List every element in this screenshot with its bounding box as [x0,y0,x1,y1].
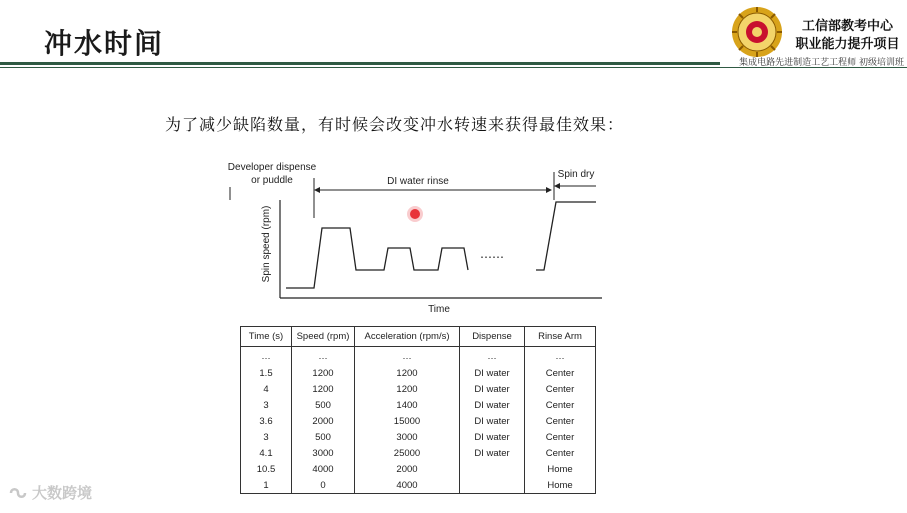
table-cell: 0 [292,477,355,494]
ellipsis: …… [480,247,504,261]
course-name: 集成电路先进制造工艺工程师 初级培训班 [739,58,904,68]
table-row [241,429,596,445]
column-header: Speed (rpm) [292,327,355,347]
table-cell: 4.1 [241,445,292,461]
table-cell: DI water [460,413,525,429]
table-cell: 3 [241,397,292,413]
org-name: 工信部教考中心 [801,19,893,34]
table-cell: 4 [241,381,292,397]
spin-dry-profile [536,202,596,270]
program-name: 职业能力提升项目 [795,37,900,52]
table-row [241,413,596,429]
table-cell: … [355,347,460,366]
page-title: 冲水时间 [44,27,165,60]
table-row [241,347,596,366]
table-cell: 2000 [292,413,355,429]
spin-speed-diagram [210,160,610,318]
table-cell: 3 [241,429,292,445]
table-cell: Center [525,381,596,397]
table-cell: 4000 [355,477,460,494]
table-cell [460,461,525,477]
table-cell: 500 [292,397,355,413]
column-header: Acceleration (rpm/s) [355,327,460,347]
rinse-recipe-table [240,326,596,494]
table-cell: Home [525,477,596,494]
table-cell: 1200 [292,365,355,381]
table-cell: 1200 [355,381,460,397]
table-cell: DI water [460,365,525,381]
arrow-rinse-head-right [546,187,552,193]
table-cell: 1.5 [241,365,292,381]
table-cell: 15000 [355,413,460,429]
table-row [241,381,596,397]
table-cell: DI water [460,381,525,397]
table-row [241,461,596,477]
table-header-row [241,327,596,347]
x-axis-label: Time [428,304,450,315]
table-cell: 3000 [292,445,355,461]
table-cell: 1 [241,477,292,494]
table-row [241,365,596,381]
watermark [8,482,92,503]
y-axis-label: Spin speed (rpm) [261,205,272,283]
table-cell: DI water [460,429,525,445]
label-rinse: DI water rinse [387,176,449,187]
table-cell: Center [525,445,596,461]
label-spin-dry: Spin dry [557,169,595,180]
table-cell: 3.6 [241,413,292,429]
table-cell: … [525,347,596,366]
table-cell: 3000 [355,429,460,445]
title-divider [0,62,720,65]
table-row [241,477,596,494]
arrow-spin-head [554,183,560,189]
intro-text: 为了减少缺陷数量，有时候会改变冲水转速来获得最佳效果： [165,115,625,134]
table-cell: … [241,347,292,366]
table-cell: 10.5 [241,461,292,477]
table-cell: DI water [460,397,525,413]
table-cell: Center [525,429,596,445]
table-cell: 1200 [355,365,460,381]
table-cell: Home [525,461,596,477]
table-cell: Center [525,397,596,413]
table-row [241,445,596,461]
table-cell [460,477,525,494]
table-cell: 25000 [355,445,460,461]
column-header: Rinse Arm [525,327,596,347]
table-cell: DI water [460,445,525,461]
table-row [241,397,596,413]
label-developer-1: Developer dispense [227,162,317,173]
institution-logo [731,6,783,58]
table-cell: 4000 [292,461,355,477]
label-developer-2: or puddle [251,175,293,186]
column-header: Time (s) [241,327,292,347]
table-cell: 2000 [355,461,460,477]
table-cell: … [460,347,525,366]
table-cell: 1400 [355,397,460,413]
table-cell: Center [525,365,596,381]
watermark-text: 大数跨境 [32,484,93,502]
table-cell: 500 [292,429,355,445]
arrow-rinse-head-left [314,187,320,193]
column-header: Dispense [460,327,525,347]
table-cell: 1200 [292,381,355,397]
presenter-pointer [410,209,420,219]
table-cell: … [292,347,355,366]
spin-profile-line [286,228,468,288]
watermark-logo-icon [8,485,28,501]
table-cell: Center [525,413,596,429]
